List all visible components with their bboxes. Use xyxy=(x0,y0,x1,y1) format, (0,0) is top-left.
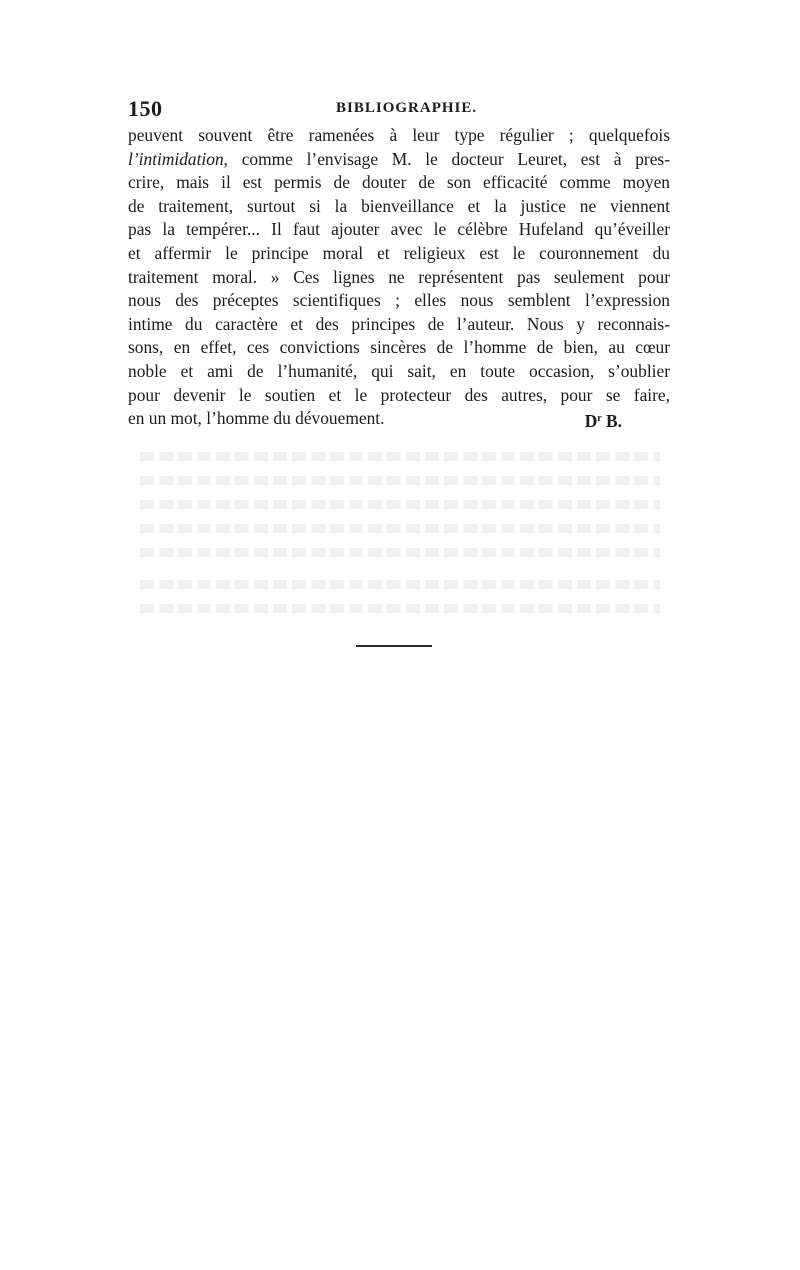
text-line xyxy=(128,195,670,219)
show-through-texture xyxy=(140,548,660,557)
page-number: 150 xyxy=(128,96,163,121)
text-run: peuvent souvent être ramenées à leur type régulier ; quelquefois xyxy=(128,125,670,145)
text-run: intime du caractère et des principes de l’auteur. Nous y reconnais- xyxy=(128,313,670,334)
show-through-texture xyxy=(140,476,660,485)
section-end-rule xyxy=(356,645,432,647)
text-line xyxy=(128,266,670,290)
signature-name: B. xyxy=(601,411,622,432)
text-run: de traitement, surtout si la bienveillance et la justice ne viennent xyxy=(128,195,670,216)
running-head xyxy=(128,96,670,122)
text-line xyxy=(128,218,670,242)
text-line xyxy=(128,313,670,337)
show-through-texture xyxy=(140,580,660,589)
text-line xyxy=(128,148,670,172)
text-line xyxy=(128,360,670,384)
text-run: pour devenir le soutien et le protecteur des autres, pour se faire, xyxy=(128,384,670,405)
text-run: pas la tempérer... Il faut ajouter avec le célèbre Hufeland qu’éveiller xyxy=(128,219,670,240)
text-line xyxy=(128,407,670,431)
text-run: et affermir le principe moral et religieux est le couronnement du xyxy=(128,242,670,263)
text-line xyxy=(128,289,670,313)
text-run: noble et ami de l’humanité, qui sait, en toute occasion, s’oublier xyxy=(128,360,670,381)
signature-prefix: D xyxy=(584,411,598,432)
body-paragraph xyxy=(128,124,670,431)
text-run: nous des préceptes scientifiques ; elles nous semblent l’expression xyxy=(128,290,670,311)
text-run: crire, mais il est permis de douter de son efficacité comme moyen xyxy=(128,172,670,193)
text-line xyxy=(128,124,670,148)
text-run: traitement moral. » Ces lignes ne représentent pas seulement pour xyxy=(128,266,670,287)
italic-term: l’intimidation xyxy=(128,148,224,169)
text-line xyxy=(128,336,670,360)
show-through-texture xyxy=(140,524,660,533)
show-through-texture xyxy=(140,500,660,509)
text-line xyxy=(128,384,670,408)
show-through-texture xyxy=(140,452,660,461)
author-signature xyxy=(585,407,622,434)
text-run: , comme l’envisage M. le docteur Leuret, est à pres- xyxy=(223,148,670,169)
text-run: en un mot, l’homme du dévouement. xyxy=(128,408,385,429)
text-line xyxy=(128,242,670,266)
text-line xyxy=(128,171,670,195)
signature-superscript: r xyxy=(597,413,602,425)
text-run: sons, en effet, ces convictions sincères de l’homme de bien, au cœur xyxy=(128,337,670,358)
section-title: BIBLIOGRAPHIE. xyxy=(336,100,478,116)
show-through-texture xyxy=(140,604,660,613)
